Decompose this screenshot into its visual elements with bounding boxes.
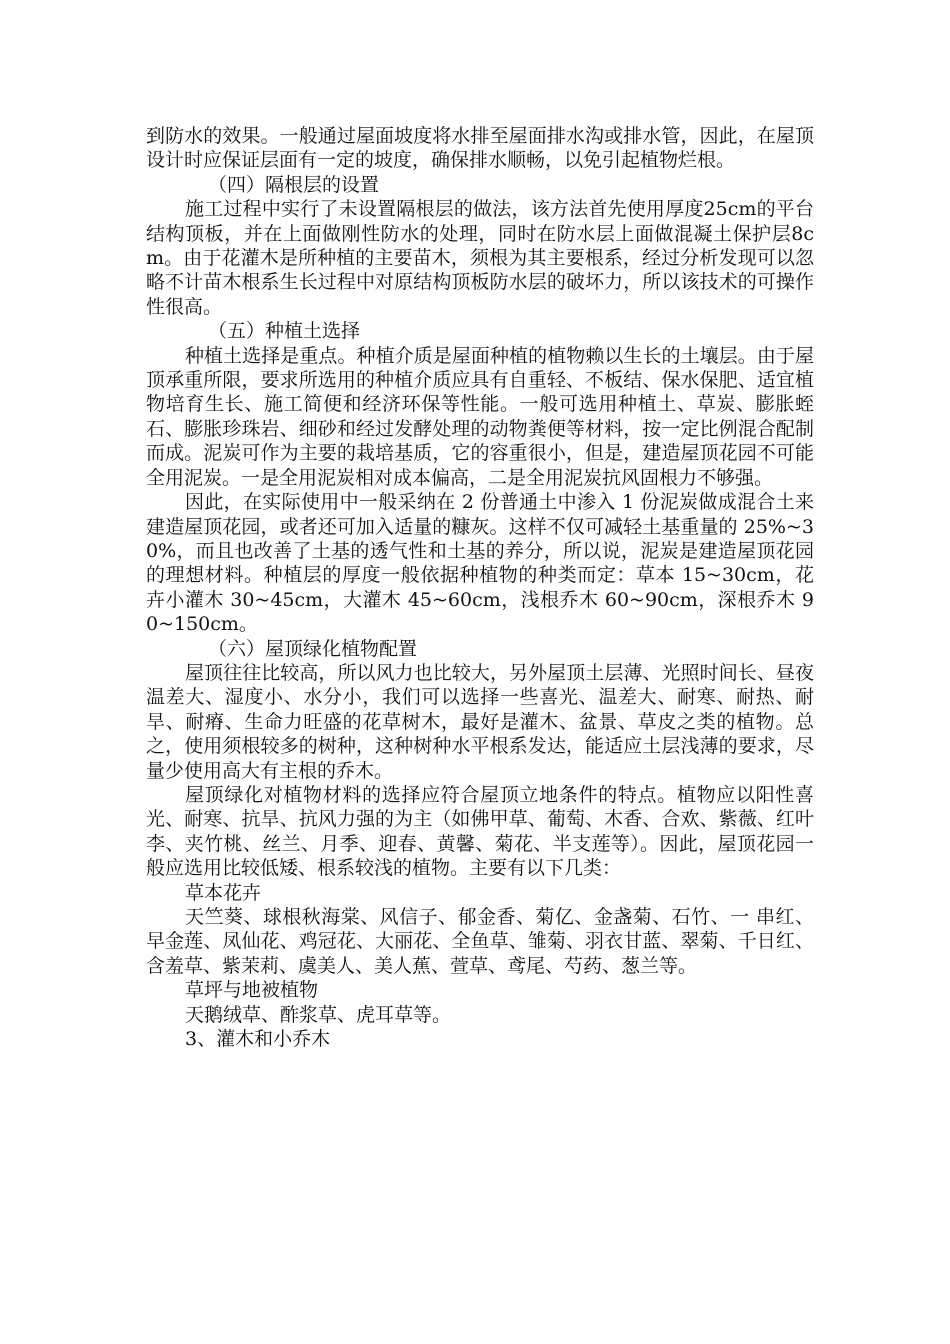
paragraph-plant-configuration-1: 屋顶往往比较高，所以风力也比较大，另外屋顶土层薄、光照时间长、昼夜温差大、湿度小、水分小，我们可以选择一些喜光、温差大、耐寒、耐热、耐旱、耐瘠、生命力旺盛的花草树木，最好是灌木、盆景、草皮之类的植物。总之，使用须根较多的树种，这种树种水平根系发达，能适应土层浅薄的要求，尽量少使用高大有主根的乔木。 <box>146 661 814 782</box>
category-title-shrubs-small-trees: 3、灌木和小乔木 <box>185 1028 331 1051</box>
paragraph-planting-soil-1: 种植土选择是重点。种植介质是屋面种植的植物赖以生长的土壤层。由于屋顶承重所限，要求所选用的种植介质应具有自重轻、不板结、保水保肥、适宜植物培育生长、施工简便和经济环保等性能。一般可选用种植土、草炭、膨胀蛭石、膨胀珍珠岩、细砂和经过发酵处理的动物粪便等材料，按一定比例混合配制而成。泥炭可作为主要的栽培基质，它的容重很小，但是，建造屋顶花园不可能全用泥炭。一是全用泥炭相对成本偏高，二是全用泥炭抗风固根力不够强。 <box>146 344 814 489</box>
section-heading-plant-configuration: （六）屋顶绿化植物配置 <box>208 637 418 660</box>
paragraph-planting-soil-2: 因此，在实际使用中一般采纳在 2 份普通土中渗入 1 份泥炭做成混合土来建造屋顶花园，或者还可加入适量的糠灰。这样不仅可减轻土基重量的 25%~30%，而且也改善了土基的透气性和土基的养分，所以说，泥炭是建造屋顶花园的理想材料。种植层的厚度一般依据种植物的种类而定：草本 15~30cm，花卉小灌木 30~45cm，大灌木 45~60cm，浅根乔木 60~90cm，深根乔木 90~150cm。 <box>146 491 814 636</box>
section-heading-root-barrier: （四）隔根层的设置 <box>208 173 380 196</box>
category-list-herbaceous-flowers: 天竺葵、球根秋海棠、风信子、郁金香、菊亿、金盏菊、石竹、一 串红、早金莲、凤仙花、鸡冠花、大丽花、全鱼草、雏菊、羽衣甘蓝、翠菊、千日红、 含羞草、紫茉莉、虞美人、美人蕉、萱草、鸢尾、芍药、葱兰等。 <box>146 906 814 977</box>
paragraph-plant-configuration-2: 屋顶绿化对植物材料的选择应符合屋顶立地条件的特点。植物应以阳性喜光、耐寒、抗旱、抗风力强的为主（如佛甲草、葡萄、木香、合欢、紫薇、红叶李、夹竹桃、丝兰、月季、迎春、黄馨、菊花、半支莲等）。因此，屋顶花园一般应选用比较低矮、根系较浅的植物。主要有以下几类： <box>146 783 814 880</box>
category-title-lawn-groundcover: 草坪与地被植物 <box>185 979 319 1002</box>
category-list-lawn-groundcover: 天鹅绒草、酢浆草、虎耳草等。 <box>185 1003 452 1026</box>
section-heading-planting-soil: （五）种植土选择 <box>208 320 361 343</box>
paragraph-continuation: 到防水的效果。一般通过屋面坡度将水排至屋面排水沟或排水管，因此，在屋顶设计时应保证层面有一定的坡度，确保排水顺畅，以免引起植物烂根。 <box>146 125 814 172</box>
document-page <box>146 124 814 1051</box>
paragraph-root-barrier: 施工过程中实行了未设置隔根层的做法，该方法首先使用厚度25cm的平台结构顶板，并在上面做刚性防水的处理，同时在防水层上面做混凝土保护层8cm。由于花灌木是所种植的主要苗木，须根为其主要根系，经过分析发现可以忽略不计苗木根系生长过程中对原结构顶板防水层的破坏力，所以该技术的可操作性很高。 <box>146 198 814 318</box>
category-title-herbaceous-flowers: 草本花卉 <box>185 881 262 904</box>
